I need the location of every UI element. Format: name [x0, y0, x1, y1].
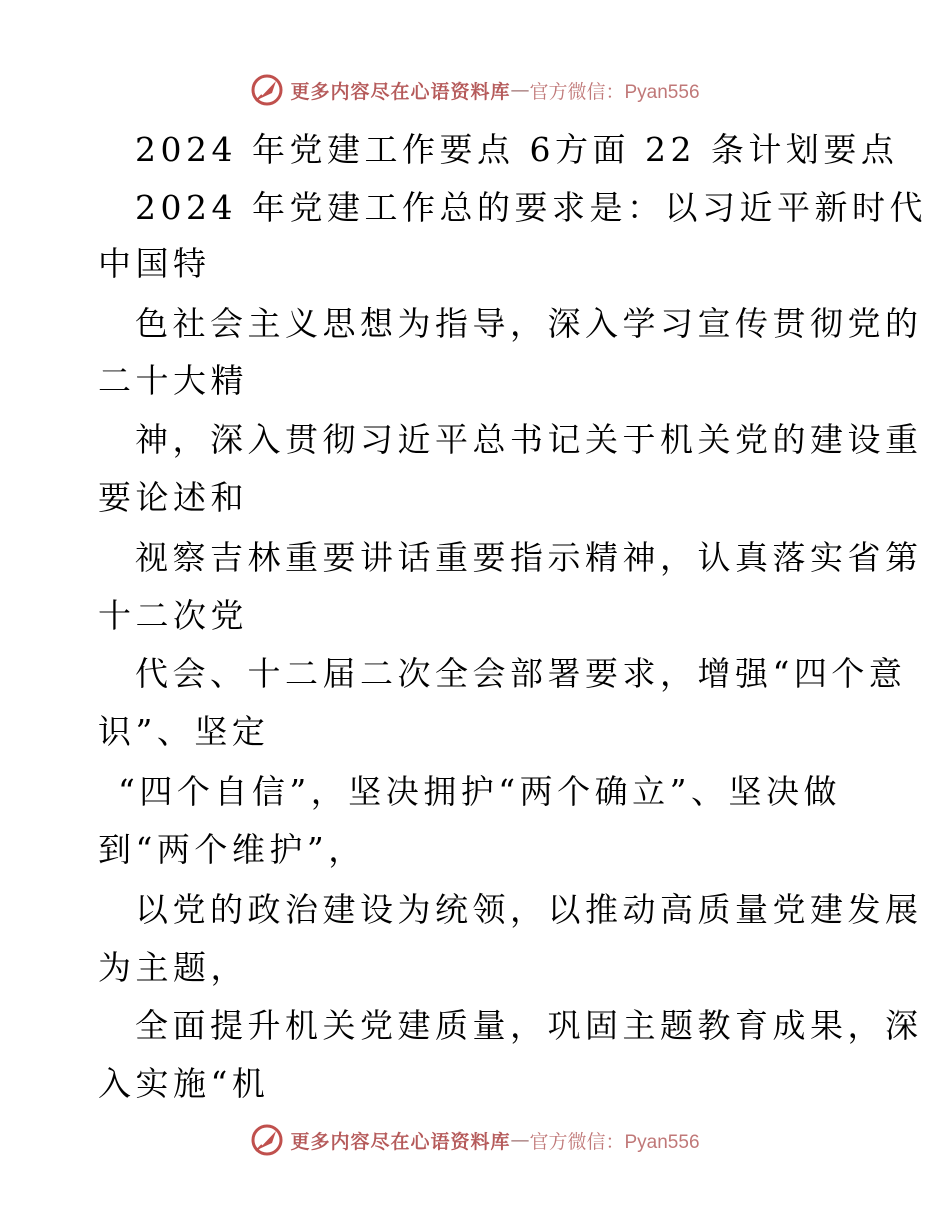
paragraph-line: 到“两个维护”， [98, 830, 366, 869]
paragraph-line: 2024 年党建工作总的要求是：以习近平新时代 [135, 188, 927, 227]
watermark-text: 更多内容尽在心语资料库 [290, 80, 511, 103]
paragraph-line: 要论述和 [98, 478, 248, 517]
paragraph-line: 识”、坚定 [98, 712, 270, 751]
footer-watermark [0, 1120, 950, 1160]
paragraph-line: 色社会主义思想为指导，深入学习宣传贯彻党的 [135, 304, 923, 343]
paragraph-line: 代会、十二届二次全会部署要求，增强“四个意 [135, 654, 907, 693]
watermark-separator: — [510, 79, 530, 101]
paragraph-line: 全面提升机关党建质量，巩固主题教育成果，深 [135, 1006, 923, 1045]
header-watermark [0, 70, 950, 110]
paragraph-line: 视察吉林重要讲话重要指示精神，认真落实省第 [135, 538, 923, 577]
quill-logo-icon [250, 1123, 284, 1157]
paragraph-line: 入实施“机 [98, 1064, 270, 1103]
paragraph-line: “四个自信”，坚决拥护“两个确立”、坚决做 [118, 772, 841, 811]
watermark-contact: 官方微信：Pyan556 [529, 81, 700, 103]
paragraph-line: 以党的政治建设为统领，以推动高质量党建发展 [135, 890, 923, 929]
paragraph-line: 中国特 [98, 244, 211, 283]
watermark-text: 更多内容尽在心语资料库 [290, 1130, 511, 1153]
watermark-contact: 官方微信：Pyan556 [529, 1131, 700, 1153]
paragraph-line: 二十大精 [98, 361, 248, 400]
paragraph-line: 神，深入贯彻习近平总书记关于机关党的建设重 [135, 420, 923, 459]
document-title: 2024 年党建工作要点 6方面 22 条计划要点 [135, 130, 899, 169]
quill-logo-icon [250, 73, 284, 107]
paragraph-line: 十二次党 [98, 596, 248, 635]
watermark-separator: — [510, 1129, 530, 1151]
paragraph-line: 为主题， [98, 948, 248, 987]
